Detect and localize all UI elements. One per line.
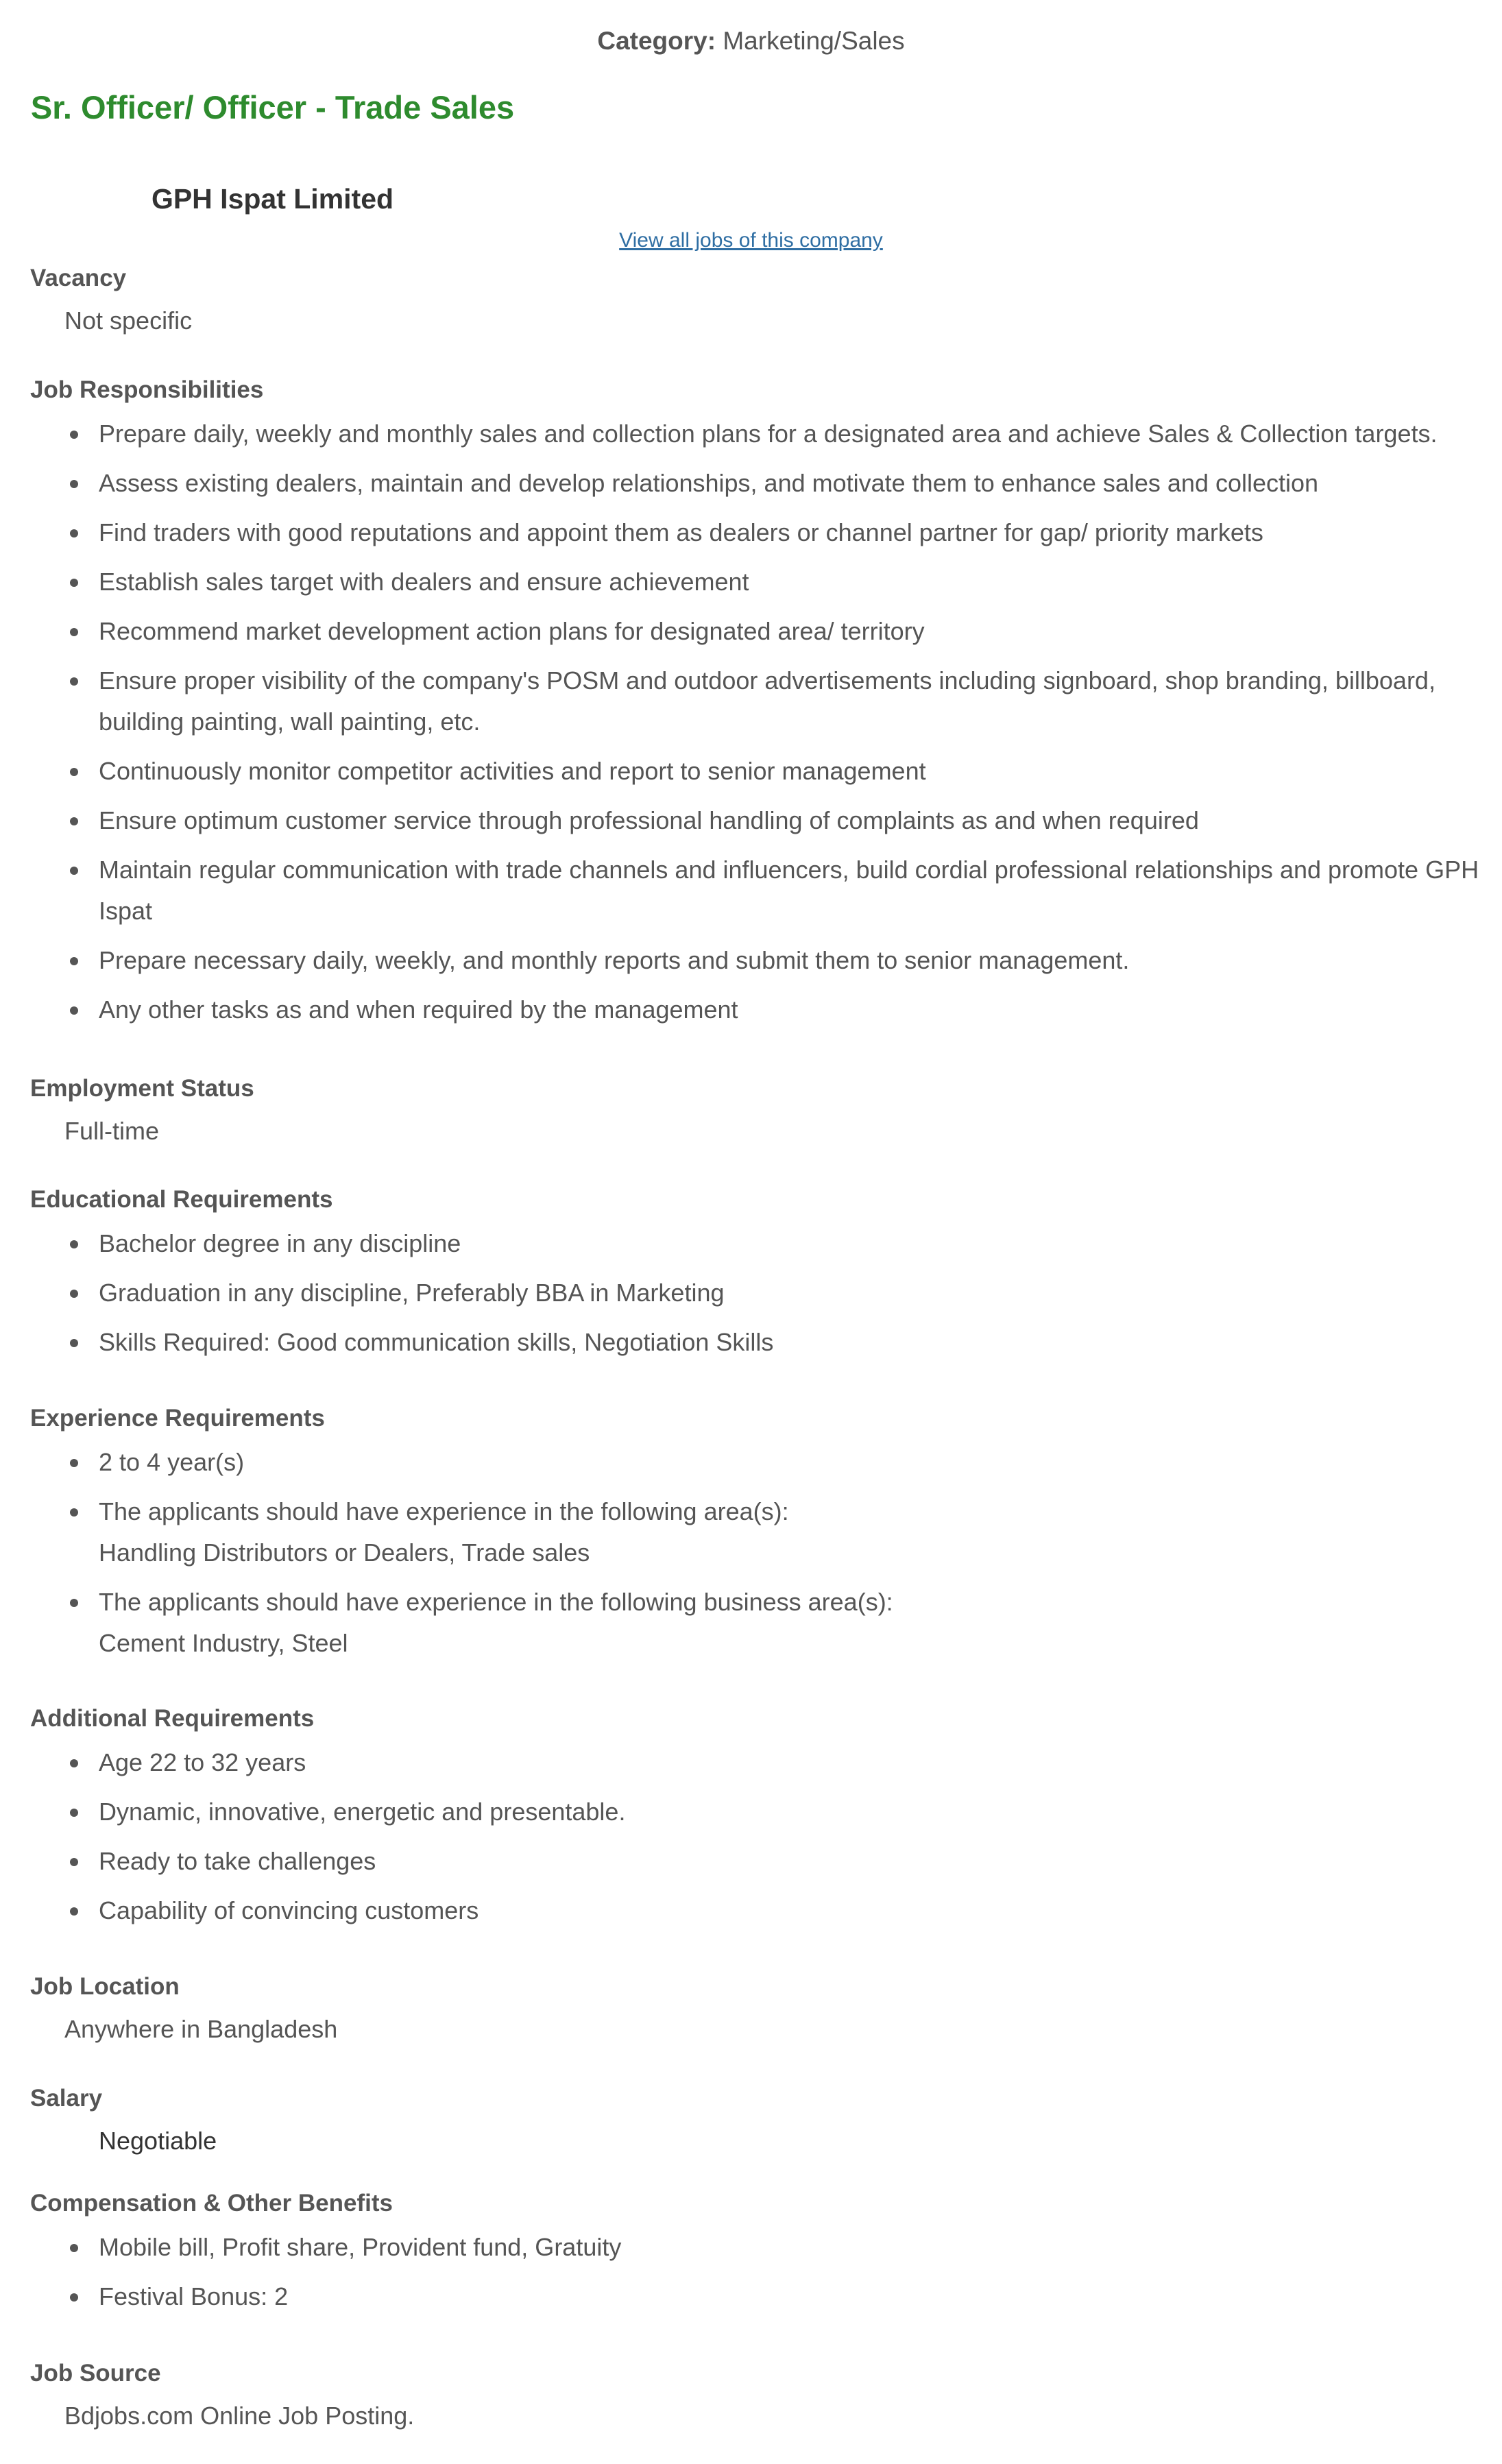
bullet-icon xyxy=(70,1339,78,1347)
vacancy-value: Not specific xyxy=(64,306,193,335)
list-item: Age 22 to 32 years xyxy=(30,1742,1483,1783)
vacancy-title: Vacancy xyxy=(30,265,127,291)
benefits-list xyxy=(30,2227,1483,2317)
bullet-icon xyxy=(70,2293,78,2302)
view-all-jobs-container xyxy=(0,227,1502,254)
list-item: Ensure proper visibility of the company's POSM and outdoor advertisements including signboard, shop branding, billboard, building painting, wall painting, etc. xyxy=(30,660,1483,742)
list-item: Maintain regular communication with trade channels and influencers, build cordial professional relationships and promote GPH Ispat xyxy=(30,849,1483,932)
category-label: Category: xyxy=(597,27,716,55)
responsibilities-section xyxy=(30,374,1483,1039)
category-value: Marketing/Sales xyxy=(723,27,905,55)
list-item: Establish sales target with dealers and ensure achievement xyxy=(30,561,1483,603)
bullet-icon xyxy=(70,1809,78,1817)
bullet-icon xyxy=(70,867,78,875)
list-item: Recommend market development action plans for designated area/ territory xyxy=(30,611,1483,652)
bullet-icon xyxy=(70,431,78,439)
bullet-icon xyxy=(70,1858,78,1866)
location-title: Job Location xyxy=(30,1973,180,2000)
bullet-icon xyxy=(70,1599,78,1607)
experience-section xyxy=(30,1402,1483,1672)
bullet-icon xyxy=(70,1240,78,1248)
job-title: Sr. Officer/ Officer - Trade Sales xyxy=(30,89,515,125)
list-item: Ready to take challenges xyxy=(30,1841,1483,1882)
bullet-icon xyxy=(70,957,78,965)
source-title: Job Source xyxy=(30,2360,161,2387)
list-item: Mobile bill, Profit share, Provident fund, Gratuity xyxy=(30,2227,1483,2268)
employment-status-title: Employment Status xyxy=(30,1075,254,1102)
vacancy-section xyxy=(30,262,1483,337)
category-line xyxy=(0,25,1502,58)
list-item: Ensure optimum customer service through professional handling of complaints as and when required xyxy=(30,800,1483,841)
list-item: Dynamic, innovative, energetic and presentable. xyxy=(30,1791,1483,1833)
employment-status-section xyxy=(30,1072,1483,1148)
list-item: The applicants should have experience in the following business area(s): Cement Industry, Steel xyxy=(30,1582,1483,1664)
list-item: Continuously monitor competitor activities and report to senior management xyxy=(30,751,1483,792)
bullet-icon xyxy=(70,768,78,776)
employment-status-value: Full-time xyxy=(64,1117,160,1145)
source-section xyxy=(30,2357,1483,2432)
list-item: Capability of convincing customers xyxy=(30,1890,1483,1931)
salary-value: Negotiable xyxy=(99,2127,217,2155)
bullet-icon xyxy=(70,2244,78,2252)
bullet-icon xyxy=(70,579,78,587)
source-value: Bdjobs.com Online Job Posting. xyxy=(64,2402,415,2430)
view-all-jobs-link[interactable]: View all jobs of this company xyxy=(619,229,883,252)
bullet-icon xyxy=(70,1006,78,1015)
salary-title: Salary xyxy=(30,2085,103,2112)
list-item: Skills Required: Good communication skills, Negotiation Skills xyxy=(30,1322,1483,1363)
benefits-section xyxy=(30,2187,1483,2326)
additional-title: Additional Requirements xyxy=(30,1705,315,1732)
bullet-icon xyxy=(70,1459,78,1467)
bullet-icon xyxy=(70,628,78,636)
company-name: GPH Ispat Limited xyxy=(151,183,394,215)
additional-list xyxy=(30,1742,1483,1931)
list-item: Any other tasks as and when required by the management xyxy=(30,989,1483,1030)
bullet-icon xyxy=(70,529,78,538)
list-item: Prepare necessary daily, weekly, and monthly reports and submit them to senior management. xyxy=(30,940,1483,981)
education-title: Educational Requirements xyxy=(30,1186,333,1213)
benefits-title: Compensation & Other Benefits xyxy=(30,2190,393,2217)
list-item: Graduation in any discipline, Preferably BBA in Marketing xyxy=(30,1272,1483,1314)
location-section xyxy=(30,1970,1483,2046)
education-section xyxy=(30,1183,1483,1371)
list-item: 2 to 4 year(s) xyxy=(30,1442,1483,1483)
list-item: Prepare daily, weekly and monthly sales and collection plans for a designated area and achieve Sales & Collection targets. xyxy=(30,413,1483,455)
responsibilities-list xyxy=(30,413,1483,1030)
responsibilities-title: Job Responsibilities xyxy=(30,376,264,403)
experience-title: Experience Requirements xyxy=(30,1405,325,1432)
bullet-icon xyxy=(70,1907,78,1916)
bullet-icon xyxy=(70,480,78,488)
bullet-icon xyxy=(70,1290,78,1298)
bullet-icon xyxy=(70,1759,78,1767)
list-item: Bachelor degree in any discipline xyxy=(30,1223,1483,1264)
list-item: The applicants should have experience in the following area(s): Handling Distributors or Dealers, Trade sales xyxy=(30,1491,1483,1573)
bullet-icon xyxy=(70,817,78,825)
location-value: Anywhere in Bangladesh xyxy=(64,2015,338,2043)
bullet-icon xyxy=(70,677,78,686)
education-list xyxy=(30,1223,1483,1363)
experience-list xyxy=(30,1442,1483,1664)
list-item: Festival Bonus: 2 xyxy=(30,2276,1483,2317)
list-item: Find traders with good reputations and appoint them as dealers or channel partner for gap/ priority markets xyxy=(30,512,1483,553)
list-item: Assess existing dealers, maintain and develop relationships, and motivate them to enhance sales and collection xyxy=(30,463,1483,504)
salary-section xyxy=(30,2082,1483,2158)
bullet-icon xyxy=(70,1508,78,1517)
additional-section xyxy=(30,1702,1483,1940)
